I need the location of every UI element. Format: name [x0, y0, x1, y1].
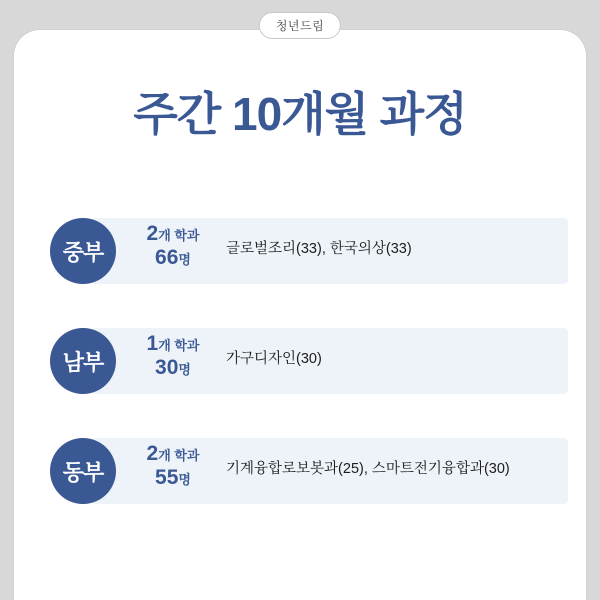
- people-count-number: 30: [155, 356, 179, 380]
- row-stats: [132, 222, 214, 270]
- page-title: 주간 10개월 과정: [133, 88, 467, 140]
- course-list: [14, 210, 586, 540]
- department-names: 가구디자인(30): [226, 351, 322, 367]
- region-badge: 남부: [50, 328, 116, 394]
- program-badge: 청년드림: [259, 12, 341, 39]
- people-count-unit: 명: [178, 252, 191, 268]
- department-count-number: 2: [146, 442, 159, 465]
- row-stats: [132, 442, 214, 490]
- department-count-number: 1: [146, 332, 159, 355]
- people-count-line: [132, 246, 214, 270]
- list-item[interactable]: [14, 430, 586, 512]
- department-count-line: [132, 332, 214, 356]
- people-count-unit: 명: [178, 472, 191, 488]
- department-count-unit: 개 학과: [158, 448, 200, 463]
- list-item[interactable]: [14, 320, 586, 402]
- department-count-line: [132, 442, 214, 466]
- people-count-line: [132, 466, 214, 490]
- people-count-line: [132, 356, 214, 380]
- people-count-unit: 명: [178, 362, 191, 378]
- list-item[interactable]: [14, 210, 586, 292]
- department-names: 글로벌조리(33), 한국의상(33): [226, 241, 412, 257]
- department-count-unit: 개 학과: [158, 228, 200, 243]
- people-count-number: 55: [155, 466, 179, 490]
- region-badge: 중부: [50, 218, 116, 284]
- department-names: 기계융합로보봇과(25), 스마트전기융합과(30): [226, 461, 510, 477]
- people-count-number: 66: [155, 246, 179, 270]
- department-count-number: 2: [146, 222, 159, 245]
- row-stats: [132, 332, 214, 380]
- department-count-unit: 개 학과: [158, 338, 200, 353]
- department-count-line: [132, 222, 214, 246]
- content-card: [14, 30, 586, 600]
- region-badge: 동부: [50, 438, 116, 504]
